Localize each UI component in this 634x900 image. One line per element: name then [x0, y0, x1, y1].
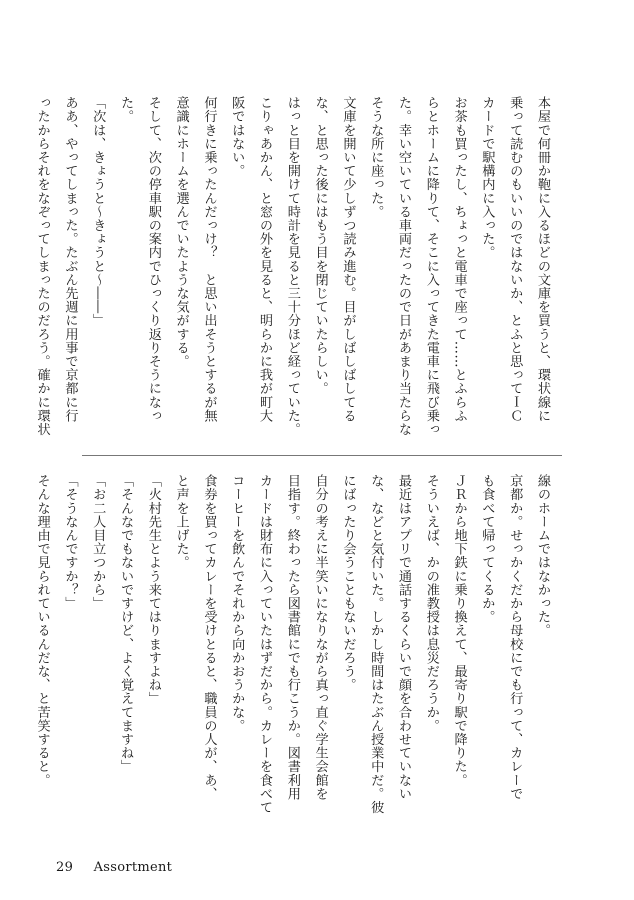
- text-line: 線のホームではなかった。: [535, 474, 550, 638]
- text-line: そんな理由で見られているんだな、と苦笑すると。: [34, 474, 50, 787]
- text-line: ＪＲから地下鉄に乗り換えて、最寄り駅で降りた。: [451, 474, 467, 787]
- text-line: 目指す。終わったら図書館にでも行こうか。図書利用: [284, 474, 300, 801]
- text-line: カードは財布に入っていたはずだから。カレーを食べて: [257, 474, 273, 814]
- text-line: 最近はアプリで通話するくらいで顔を合わせていない: [396, 474, 412, 801]
- text-line: そういえば、かの准教授は息災だろうか。: [423, 474, 439, 733]
- section-divider: [82, 455, 562, 456]
- text-line: 「火村先生とよう来てはりますよね」: [145, 474, 161, 706]
- text-line: た。幸い空いている車両だったので日があまり当たらな: [396, 96, 412, 436]
- text-line: にばったり会うこともないだろう。: [340, 474, 356, 692]
- text-line: な、と思った後にはもう目を閉じていたらしい。: [312, 96, 328, 396]
- text-line: 阪ではない。: [229, 96, 245, 178]
- book-title: Assortment: [93, 860, 173, 875]
- page-footer: [56, 860, 188, 875]
- text-line: お茶も買ったし、ちょっと電車で座って……とふらふ: [451, 96, 467, 423]
- text-line: と声を上げた。: [173, 474, 189, 570]
- text-line: コーヒーを飲んでそれから向かおうかな。: [229, 474, 245, 733]
- text-line: 何行きに乗ったんだっけ？ と思い出そうとするが無: [201, 96, 217, 423]
- text-line: 本屋で何冊か鞄に入るほどの文庫を買うと、環状線に: [535, 96, 550, 423]
- text-line: ああ、やってしまった。たぶん先週に用事で京都に行: [62, 96, 78, 423]
- text-line: 乗って読むのもいいのではないか、とふと思ってＩＣ: [507, 96, 523, 423]
- text-line: 自分の考えに半笑いになりながら真っ直ぐ学生会館を: [312, 474, 328, 801]
- text-line: そうな所に座った。: [368, 96, 384, 219]
- bottom-text-block: [28, 474, 556, 814]
- text-line: こりゃあかん、と窓の外を見ると、明らかに我が町大: [257, 96, 273, 423]
- page-number: 29: [56, 860, 74, 875]
- text-line: な、などと気付いた。しかし時間はたぶん授業中だ。彼: [368, 474, 384, 814]
- text-line: 「そうなんですか？」: [62, 474, 78, 610]
- text-line: ったからそれをなぞってしまったのだろう。確かに環状: [34, 96, 50, 436]
- text-line: 「そんなでもないですけど、よく覚えてますね」: [118, 474, 134, 774]
- text-line: 食券を買ってカレーを受けとると、職員の人が、あ、: [201, 474, 217, 801]
- text-line: 意識にホームを選んでいたような気がする。: [173, 96, 189, 368]
- text-line: も食べて帰ってくるか。: [479, 474, 495, 624]
- text-line: そして、次の停車駅の案内でひっくり返りそうになっ: [145, 96, 161, 423]
- top-text-block: [28, 96, 556, 436]
- text-line: 「お二人目立つから」: [90, 474, 106, 610]
- text-line: カードで駅構内に入った。: [479, 96, 495, 260]
- text-line: た。: [118, 96, 134, 124]
- text-line: 文庫を開いて少しずつ読み進む。目がしばしばしてる: [340, 96, 356, 423]
- text-line: 京都か。せっかくだから母校にでも行って、カレーで: [507, 474, 523, 801]
- text-line: はっと目を開けて時計を見ると三十分ほど経っていた。: [284, 96, 300, 436]
- text-line: 「次は、きょうと～きょうと～――」: [90, 96, 106, 328]
- text-line: らとホームに降りて、そこに入ってきた電車に飛び乗っ: [423, 96, 439, 436]
